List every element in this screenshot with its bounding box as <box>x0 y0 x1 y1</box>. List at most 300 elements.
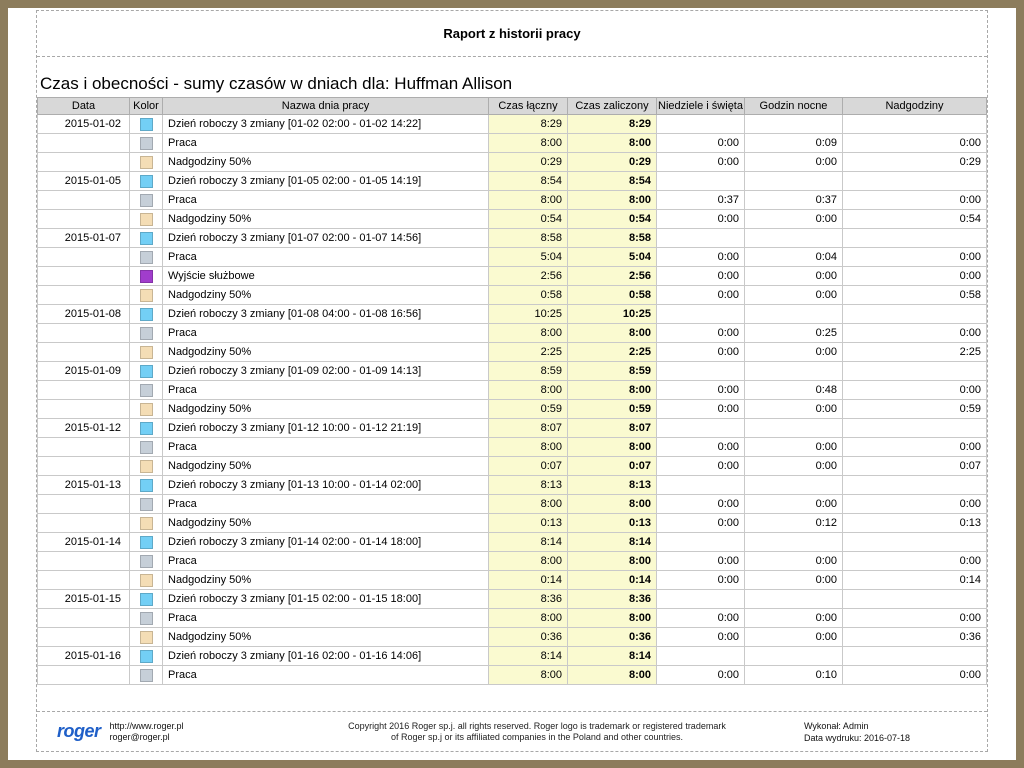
cell-color <box>130 666 163 685</box>
cell-sundays: 0:00 <box>657 552 745 571</box>
cell-night: 0:04 <box>745 248 843 267</box>
cell-color <box>130 286 163 305</box>
cell-overtime <box>843 305 987 324</box>
cell-night: 0:00 <box>745 457 843 476</box>
cell-total: 8:00 <box>489 495 568 514</box>
cell-sundays: 0:00 <box>657 343 745 362</box>
cell-overtime: 0:54 <box>843 210 987 229</box>
cell-night: 0:00 <box>745 628 843 647</box>
cell-sundays: 0:00 <box>657 381 745 400</box>
cell-night: 0:09 <box>745 134 843 153</box>
cell-total: 2:25 <box>489 343 568 362</box>
cell-overtime <box>843 172 987 191</box>
cell-total: 8:14 <box>489 533 568 552</box>
cell-color <box>130 229 163 248</box>
color-swatch <box>140 175 153 188</box>
cell-date: 2015-01-13 <box>38 476 130 495</box>
cell-name: Nadgodziny 50% <box>163 210 489 229</box>
footer-copyright <box>270 721 804 743</box>
cell-date: 2015-01-12 <box>38 419 130 438</box>
cell-date <box>38 324 130 343</box>
cell-counted: 0:07 <box>568 457 657 476</box>
color-swatch <box>140 536 153 549</box>
cell-counted: 8:13 <box>568 476 657 495</box>
cell-night: 0:12 <box>745 514 843 533</box>
cell-counted: 2:25 <box>568 343 657 362</box>
color-swatch <box>140 156 153 169</box>
cell-overtime <box>843 362 987 381</box>
cell-total: 5:04 <box>489 248 568 267</box>
table-row <box>38 153 987 172</box>
cell-sundays <box>657 362 745 381</box>
copyright-line2: of Roger sp.j or its affiliated companies in the Poland and other countries. <box>390 731 683 742</box>
print-date: Data wydruku: 2016-07-18 <box>804 732 911 743</box>
table-row <box>38 210 987 229</box>
table-row <box>38 343 987 362</box>
cell-total: 10:25 <box>489 305 568 324</box>
cell-date <box>38 571 130 590</box>
cell-color <box>130 153 163 172</box>
color-swatch <box>140 498 153 511</box>
cell-total: 8:00 <box>489 324 568 343</box>
table-row <box>38 647 987 666</box>
cell-counted: 0:59 <box>568 400 657 419</box>
table-row <box>38 305 987 324</box>
cell-date <box>38 381 130 400</box>
cell-sundays: 0:00 <box>657 571 745 590</box>
cell-total: 8:00 <box>489 609 568 628</box>
page-header <box>37 11 987 57</box>
cell-total: 8:00 <box>489 134 568 153</box>
cell-name: Dzień roboczy 3 zmiany [01-15 02:00 - 01-15 18:00] <box>163 590 489 609</box>
cell-night: 0:10 <box>745 666 843 685</box>
cell-total: 8:00 <box>489 381 568 400</box>
cell-sundays <box>657 115 745 134</box>
cell-overtime: 0:00 <box>843 324 987 343</box>
table-row <box>38 590 987 609</box>
cell-color <box>130 210 163 229</box>
cell-name: Dzień roboczy 3 zmiany [01-05 02:00 - 01-05 14:19] <box>163 172 489 191</box>
color-swatch <box>140 270 153 283</box>
cell-total: 8:00 <box>489 666 568 685</box>
table-header-row <box>38 98 987 115</box>
table-row <box>38 419 987 438</box>
cell-counted: 8:14 <box>568 647 657 666</box>
color-swatch <box>140 384 153 397</box>
cell-sundays: 0:00 <box>657 457 745 476</box>
cell-night <box>745 476 843 495</box>
cell-date <box>38 495 130 514</box>
color-swatch <box>140 308 153 321</box>
cell-name: Praca <box>163 248 489 267</box>
cell-counted: 8:59 <box>568 362 657 381</box>
cell-date: 2015-01-16 <box>38 647 130 666</box>
cell-date: 2015-01-09 <box>38 362 130 381</box>
cell-name: Praca <box>163 552 489 571</box>
table-row <box>38 628 987 647</box>
cell-total: 0:58 <box>489 286 568 305</box>
cell-name: Dzień roboczy 3 zmiany [01-07 02:00 - 01-07 14:56] <box>163 229 489 248</box>
cell-counted: 0:36 <box>568 628 657 647</box>
cell-overtime: 0:00 <box>843 267 987 286</box>
cell-total: 8:29 <box>489 115 568 134</box>
cell-name: Dzień roboczy 3 zmiany [01-09 02:00 - 01-09 14:13] <box>163 362 489 381</box>
cell-night: 0:00 <box>745 343 843 362</box>
cell-sundays: 0:00 <box>657 628 745 647</box>
color-swatch <box>140 574 153 587</box>
cell-overtime: 0:07 <box>843 457 987 476</box>
table-row <box>38 362 987 381</box>
cell-date <box>38 343 130 362</box>
color-swatch <box>140 251 153 264</box>
cell-name: Praca <box>163 438 489 457</box>
table-row <box>38 495 987 514</box>
footer-website: http://www.roger.pl <box>109 720 184 731</box>
cell-overtime: 0:36 <box>843 628 987 647</box>
cell-color <box>130 115 163 134</box>
cell-sundays <box>657 590 745 609</box>
copyright-line1: Copyright 2016 Roger sp.j. all rights reserved. Roger logo is trademark or registered trademark <box>348 720 726 731</box>
cell-color <box>130 305 163 324</box>
cell-color <box>130 381 163 400</box>
cell-name: Praca <box>163 495 489 514</box>
cell-night <box>745 305 843 324</box>
cell-date <box>38 400 130 419</box>
report-table-body <box>38 115 987 685</box>
cell-color <box>130 571 163 590</box>
color-swatch <box>140 365 153 378</box>
cell-name: Nadgodziny 50% <box>163 153 489 172</box>
column-header-counted: Czas zaliczony <box>568 98 657 115</box>
color-swatch <box>140 593 153 606</box>
cell-date: 2015-01-02 <box>38 115 130 134</box>
color-swatch <box>140 479 153 492</box>
cell-overtime: 0:00 <box>843 609 987 628</box>
cell-date: 2015-01-15 <box>38 590 130 609</box>
cell-color <box>130 552 163 571</box>
cell-sundays <box>657 533 745 552</box>
cell-night: 0:00 <box>745 438 843 457</box>
cell-total: 0:59 <box>489 400 568 419</box>
cell-sundays: 0:00 <box>657 324 745 343</box>
cell-date <box>38 457 130 476</box>
cell-total: 0:54 <box>489 210 568 229</box>
cell-counted: 8:29 <box>568 115 657 134</box>
cell-color <box>130 590 163 609</box>
cell-counted: 8:00 <box>568 495 657 514</box>
cell-date <box>38 267 130 286</box>
cell-counted: 0:13 <box>568 514 657 533</box>
color-swatch <box>140 118 153 131</box>
cell-overtime: 0:14 <box>843 571 987 590</box>
cell-sundays: 0:00 <box>657 609 745 628</box>
color-swatch <box>140 669 153 682</box>
cell-night <box>745 647 843 666</box>
cell-overtime: 0:00 <box>843 438 987 457</box>
table-row <box>38 229 987 248</box>
cell-name: Nadgodziny 50% <box>163 571 489 590</box>
cell-counted: 0:54 <box>568 210 657 229</box>
table-row <box>38 476 987 495</box>
cell-date <box>38 666 130 685</box>
cell-date <box>38 286 130 305</box>
cell-night: 0:25 <box>745 324 843 343</box>
cell-color <box>130 647 163 666</box>
cell-name: Praca <box>163 609 489 628</box>
cell-overtime: 0:13 <box>843 514 987 533</box>
report-body <box>37 57 987 711</box>
cell-color <box>130 419 163 438</box>
table-row <box>38 115 987 134</box>
cell-name: Dzień roboczy 3 zmiany [01-13 10:00 - 01-14 02:00] <box>163 476 489 495</box>
cell-total: 8:07 <box>489 419 568 438</box>
page-footer <box>37 711 987 751</box>
cell-date <box>38 210 130 229</box>
color-swatch <box>140 213 153 226</box>
cell-overtime <box>843 590 987 609</box>
column-header-total: Czas łączny <box>489 98 568 115</box>
cell-counted: 8:58 <box>568 229 657 248</box>
table-row <box>38 172 987 191</box>
cell-overtime: 2:25 <box>843 343 987 362</box>
cell-total: 0:14 <box>489 571 568 590</box>
cell-night <box>745 362 843 381</box>
cell-color <box>130 362 163 381</box>
cell-night <box>745 533 843 552</box>
cell-overtime <box>843 647 987 666</box>
cell-counted: 2:56 <box>568 267 657 286</box>
cell-overtime <box>843 476 987 495</box>
cell-name: Praca <box>163 381 489 400</box>
cell-sundays: 0:00 <box>657 267 745 286</box>
cell-counted: 8:00 <box>568 324 657 343</box>
color-swatch <box>140 612 153 625</box>
cell-date: 2015-01-08 <box>38 305 130 324</box>
cell-color <box>130 172 163 191</box>
footer-left <box>45 721 270 743</box>
cell-total: 0:29 <box>489 153 568 172</box>
color-swatch <box>140 517 153 530</box>
cell-sundays: 0:00 <box>657 248 745 267</box>
cell-date <box>38 628 130 647</box>
cell-total: 8:14 <box>489 647 568 666</box>
cell-counted: 8:00 <box>568 666 657 685</box>
report-table <box>37 97 987 685</box>
cell-counted: 8:54 <box>568 172 657 191</box>
cell-night: 0:48 <box>745 381 843 400</box>
color-swatch <box>140 289 153 302</box>
cell-date <box>38 134 130 153</box>
cell-date: 2015-01-07 <box>38 229 130 248</box>
cell-color <box>130 324 163 343</box>
table-row <box>38 609 987 628</box>
report-page <box>8 8 1016 760</box>
color-swatch <box>140 137 153 150</box>
cell-night <box>745 419 843 438</box>
roger-logo: roger <box>57 721 101 741</box>
cell-total: 0:07 <box>489 457 568 476</box>
cell-overtime: 0:58 <box>843 286 987 305</box>
cell-overtime <box>843 419 987 438</box>
cell-color <box>130 628 163 647</box>
cell-night: 0:37 <box>745 191 843 210</box>
cell-total: 0:36 <box>489 628 568 647</box>
table-row <box>38 286 987 305</box>
cell-sundays: 0:00 <box>657 514 745 533</box>
cell-name: Praca <box>163 666 489 685</box>
cell-name: Dzień roboczy 3 zmiany [01-14 02:00 - 01-14 18:00] <box>163 533 489 552</box>
cell-overtime: 0:00 <box>843 666 987 685</box>
cell-name: Praca <box>163 191 489 210</box>
cell-date <box>38 609 130 628</box>
table-row <box>38 134 987 153</box>
cell-date <box>38 153 130 172</box>
cell-counted: 5:04 <box>568 248 657 267</box>
cell-counted: 8:14 <box>568 533 657 552</box>
cell-total: 8:00 <box>489 438 568 457</box>
cell-name: Praca <box>163 324 489 343</box>
cell-sundays: 0:00 <box>657 666 745 685</box>
color-swatch <box>140 232 153 245</box>
cell-sundays: 0:00 <box>657 134 745 153</box>
cell-overtime: 0:00 <box>843 495 987 514</box>
cell-night <box>745 229 843 248</box>
cell-night <box>745 590 843 609</box>
cell-total: 8:00 <box>489 191 568 210</box>
cell-color <box>130 134 163 153</box>
cell-total: 8:54 <box>489 172 568 191</box>
column-header-name: Nazwa dnia pracy <box>163 98 489 115</box>
cell-color <box>130 191 163 210</box>
cell-night: 0:00 <box>745 571 843 590</box>
table-row <box>38 533 987 552</box>
cell-overtime <box>843 229 987 248</box>
cell-name: Nadgodziny 50% <box>163 457 489 476</box>
cell-overtime: 0:00 <box>843 381 987 400</box>
cell-name: Nadgodziny 50% <box>163 286 489 305</box>
cell-night: 0:00 <box>745 609 843 628</box>
cell-name: Nadgodziny 50% <box>163 628 489 647</box>
table-row <box>38 438 987 457</box>
cell-color <box>130 267 163 286</box>
cell-night <box>745 115 843 134</box>
cell-counted: 8:00 <box>568 381 657 400</box>
print-area <box>36 10 988 752</box>
cell-total: 8:58 <box>489 229 568 248</box>
cell-name: Nadgodziny 50% <box>163 400 489 419</box>
report-title: Czas i obecności - sumy czasów w dniach dla: Huffman Allison <box>40 74 513 93</box>
cell-total: 8:59 <box>489 362 568 381</box>
cell-date <box>38 438 130 457</box>
table-row <box>38 514 987 533</box>
footer-contact <box>110 721 184 743</box>
cell-color <box>130 533 163 552</box>
cell-sundays: 0:00 <box>657 495 745 514</box>
cell-sundays <box>657 476 745 495</box>
color-swatch <box>140 346 153 359</box>
cell-color <box>130 457 163 476</box>
color-swatch <box>140 422 153 435</box>
cell-name: Dzień roboczy 3 zmiany [01-12 10:00 - 01-12 21:19] <box>163 419 489 438</box>
color-swatch <box>140 441 153 454</box>
color-swatch <box>140 555 153 568</box>
cell-color <box>130 514 163 533</box>
cell-sundays: 0:00 <box>657 400 745 419</box>
cell-sundays: 0:00 <box>657 210 745 229</box>
column-header-color: Kolor <box>130 98 163 115</box>
table-row <box>38 666 987 685</box>
cell-name: Dzień roboczy 3 zmiany [01-02 02:00 - 01-02 14:22] <box>163 115 489 134</box>
cell-date <box>38 514 130 533</box>
cell-counted: 0:58 <box>568 286 657 305</box>
table-row <box>38 248 987 267</box>
page-header-title: Raport z historii pracy <box>443 26 581 41</box>
cell-date: 2015-01-14 <box>38 533 130 552</box>
table-row <box>38 267 987 286</box>
table-row <box>38 571 987 590</box>
cell-night: 0:00 <box>745 495 843 514</box>
cell-name: Nadgodziny 50% <box>163 514 489 533</box>
cell-night: 0:00 <box>745 153 843 172</box>
cell-night: 0:00 <box>745 210 843 229</box>
cell-total: 8:13 <box>489 476 568 495</box>
cell-night <box>745 172 843 191</box>
cell-sundays <box>657 229 745 248</box>
color-swatch <box>140 194 153 207</box>
cell-overtime: 0:29 <box>843 153 987 172</box>
cell-night: 0:00 <box>745 267 843 286</box>
footer-meta <box>804 720 979 744</box>
cell-sundays: 0:00 <box>657 438 745 457</box>
cell-night: 0:00 <box>745 552 843 571</box>
cell-counted: 0:29 <box>568 153 657 172</box>
cell-color <box>130 343 163 362</box>
cell-total: 0:13 <box>489 514 568 533</box>
cell-counted: 8:00 <box>568 552 657 571</box>
cell-name: Praca <box>163 134 489 153</box>
cell-date <box>38 248 130 267</box>
cell-counted: 8:36 <box>568 590 657 609</box>
cell-counted: 0:14 <box>568 571 657 590</box>
cell-date <box>38 552 130 571</box>
cell-sundays <box>657 419 745 438</box>
cell-color <box>130 476 163 495</box>
footer-email: roger@roger.pl <box>109 731 170 742</box>
cell-name: Nadgodziny 50% <box>163 343 489 362</box>
cell-date <box>38 191 130 210</box>
cell-overtime: 0:00 <box>843 248 987 267</box>
cell-color <box>130 248 163 267</box>
cell-date: 2015-01-05 <box>38 172 130 191</box>
column-header-night: Godzin nocne <box>745 98 843 115</box>
table-row <box>38 457 987 476</box>
cell-counted: 10:25 <box>568 305 657 324</box>
cell-name: Wyjście służbowe <box>163 267 489 286</box>
table-row <box>38 191 987 210</box>
cell-total: 8:36 <box>489 590 568 609</box>
cell-color <box>130 438 163 457</box>
column-header-date: Data <box>38 98 130 115</box>
cell-sundays <box>657 305 745 324</box>
cell-night: 0:00 <box>745 400 843 419</box>
cell-overtime: 0:59 <box>843 400 987 419</box>
column-header-sundays: Niedziele i święta <box>657 98 745 115</box>
cell-sundays <box>657 647 745 666</box>
cell-counted: 8:07 <box>568 419 657 438</box>
color-swatch <box>140 460 153 473</box>
cell-color <box>130 495 163 514</box>
cell-color <box>130 400 163 419</box>
